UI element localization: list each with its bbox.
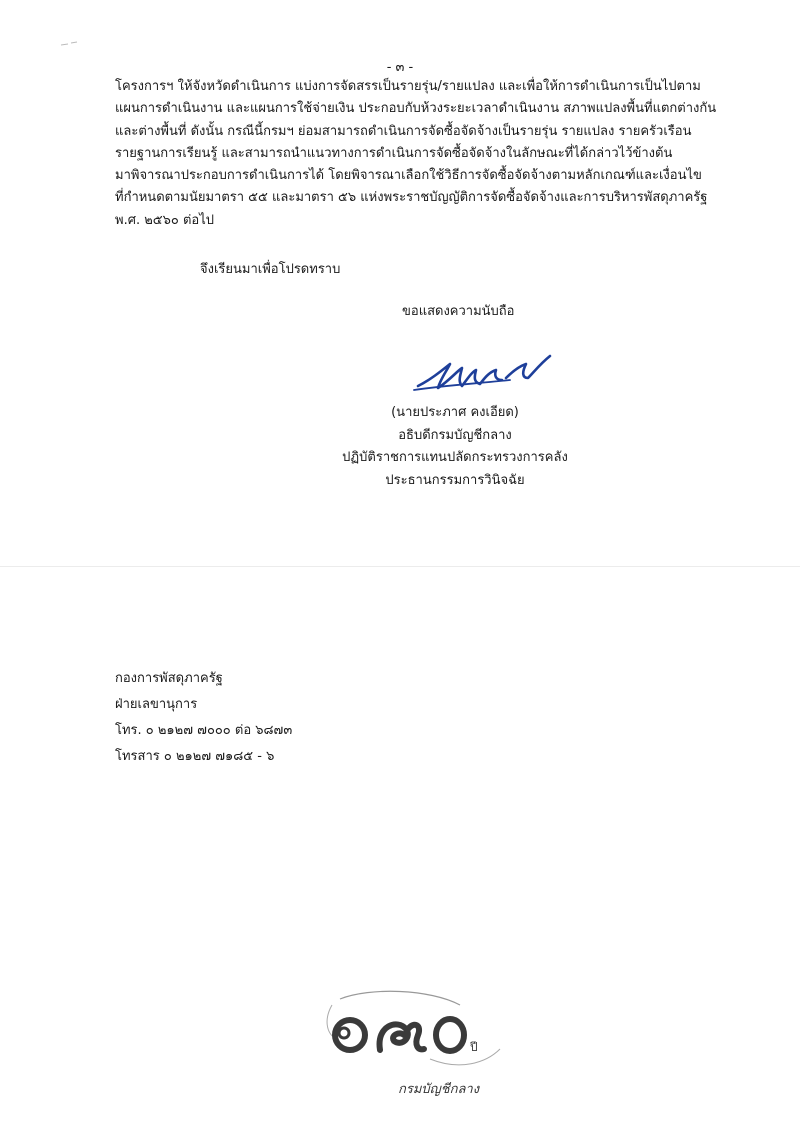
signer-title: อธิบดีกรมบัญชีกลาง — [398, 427, 512, 443]
signer-acting: ปฏิบัติราชการแทนปลัดกระทรวงการคลัง — [342, 450, 568, 465]
body-line: และต่างพื้นที่ ดังนั้น กรณีนี้กรมฯ ย่อมสามารถดำเนินการจัดซื้อจัดจ้างเป็นรายรุ่น รายแปลง รายครัวเรือน — [115, 123, 692, 139]
logo-suffix: ปี — [470, 1040, 478, 1054]
contact-fax: โทรสาร ๐ ๒๑๒๗ ๗๑๘๕ - ๖ — [115, 749, 275, 764]
contact-phone: โทร. ๐ ๒๑๒๗ ๗๐๐๐ ต่อ ๖๘๗๓ — [115, 723, 293, 738]
body-line: มาพิจารณาประกอบการดำเนินการได้ โดยพิจารณาเลือกใช้วิธีการจัดซื้อจัดจ้างตามหลักเกณฑ์และเงื่อนไข — [115, 168, 702, 184]
body-line: พ.ศ. ๒๕๖๐ ต่อไป — [115, 212, 214, 228]
signer-name: (นายประภาศ คงเอียด) — [391, 405, 519, 420]
signature-image — [410, 350, 560, 396]
closing-phrase: จึงเรียนมาเพื่อโปรดทราบ — [200, 262, 341, 277]
signer-block — [300, 402, 610, 492]
signer-committee: ประธานกรรมการวินิจฉัย — [385, 472, 525, 488]
logo-numerals: ๑๗๐ — [380, 1019, 382, 1020]
scan-mark — [60, 40, 78, 48]
contact-division: กองการพัสดุภาครัฐ — [115, 671, 223, 686]
contact-block — [115, 666, 292, 770]
contact-section: ฝ่ายเลขานุการ — [115, 697, 198, 712]
body-line: ที่กำหนดตามนัยมาตรา ๕๕ และมาตรา ๕๖ แห่งพระราชบัญญัติการจัดซื้อจัดจ้างและการบริหารพัสดุภาครัฐ — [115, 190, 708, 206]
fold-line — [0, 566, 800, 567]
regards-phrase: ขอแสดงความนับถือ — [402, 304, 515, 319]
body-paragraph — [115, 76, 735, 232]
page-number: - ๓ - — [386, 60, 414, 75]
body-line: โครงการฯ ให้จังหวัดดำเนินการ แบ่งการจัดสรรเป็นรายรุ่น/รายแปลง และเพื่อให้การดำเนินการเป็นไปตาม — [115, 79, 701, 94]
body-line: รายฐานการเรียนรู้ และสามารถนำแนวทางการดำเนินการจัดซื้อจัดจ้างในลักษณะที่ได้กล่าวไว้ข้างต้น — [115, 145, 673, 161]
logo-caption: กรมบัญชีกลาง — [398, 1082, 480, 1097]
body-line: แผนการดำเนินงาน และแผนการใช้จ่ายเงิน ประกอบกับห้วงระยะเวลาดำเนินงาน สภาพแปลงพื้นที่แตกต่างกัน — [115, 101, 717, 117]
